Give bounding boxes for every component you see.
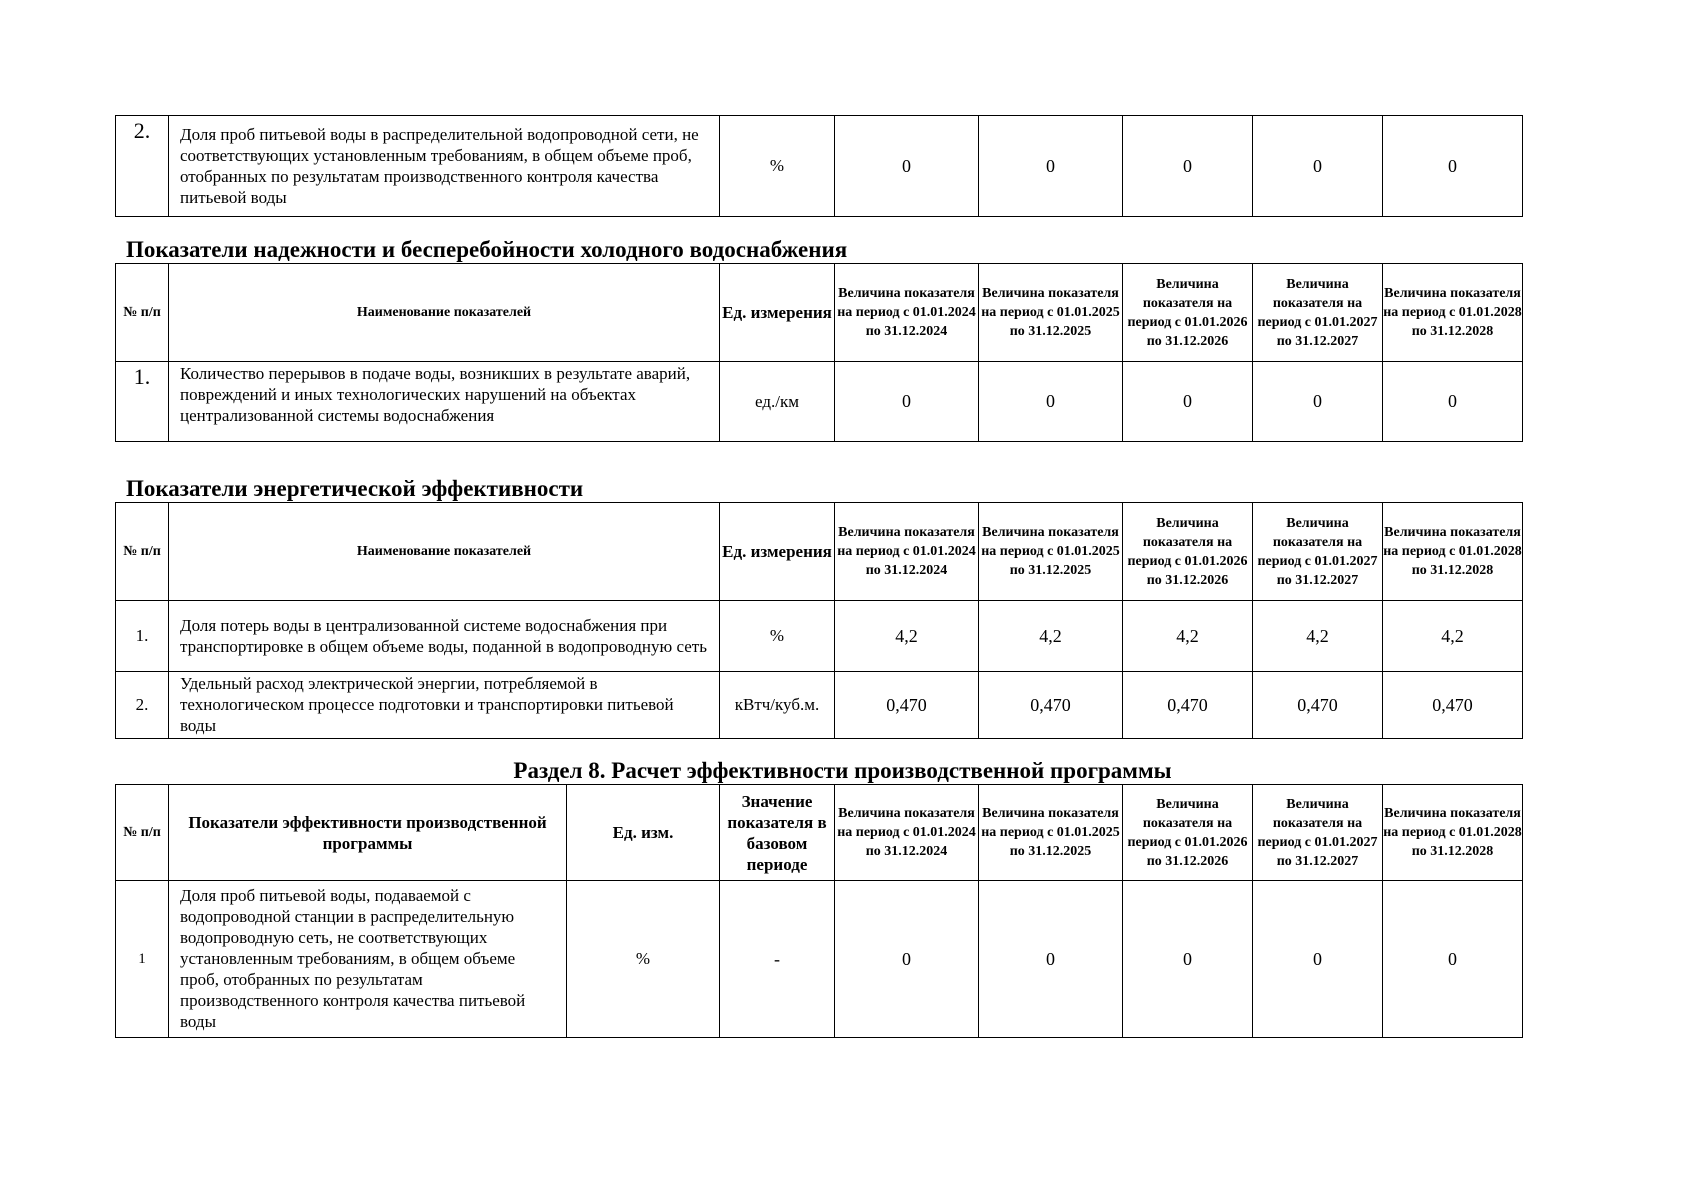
value-cell-2025: 0: [979, 881, 1123, 1038]
section8-table: [115, 784, 1523, 1038]
value-cell-2025: 0,470: [979, 672, 1123, 739]
section8-title: Раздел 8. Расчет эффективности производственной программы: [513, 758, 1172, 783]
table-header-row: [116, 503, 1523, 601]
table-row: [116, 881, 1523, 1038]
indicator-name: Количество перерывов в подаче воды, возникших в результате аварий, повреждений и иных технологических нарушений на объектах централизованной системы водоснабжения: [169, 362, 720, 442]
header-num: № п/п: [116, 264, 169, 362]
row-index: 1.: [116, 362, 169, 442]
energy-table: [115, 502, 1523, 739]
row-index: 1: [116, 881, 169, 1038]
header-base-period: Значение показателя в базовом периоде: [720, 785, 835, 881]
value-cell-2027: 0: [1253, 362, 1383, 442]
value-cell-2027: 4,2: [1253, 601, 1383, 672]
header-unit-short: Ед. изм.: [567, 785, 720, 881]
header-period-2028: Величина показателя на период с 01.01.2028 по 31.12.2028: [1383, 503, 1523, 601]
header-name: Наименование показателей: [169, 264, 720, 362]
unit-cell: %: [567, 881, 720, 1038]
value-cell-2026: 4,2: [1123, 601, 1253, 672]
table-row: [116, 672, 1523, 739]
header-period-2024: Величина показателя на период с 01.01.2024 по 31.12.2024: [835, 503, 979, 601]
header-num: № п/п: [116, 785, 169, 881]
header-period-2027: Величина показателя на период с 01.01.2027 по 31.12.2027: [1253, 503, 1383, 601]
header-period-2028: Величина показателя на период с 01.01.2028 по 31.12.2028: [1383, 264, 1523, 362]
value-cell-2024: 0,470: [835, 672, 979, 739]
header-unit: Ед. измерения: [720, 264, 835, 362]
header-name: Наименование показателей: [169, 503, 720, 601]
indicator-name: Доля проб питьевой воды, подаваемой с водопроводной станции в распределительную водопроводную сеть, не соответствующих установленным требованиям, в общем объеме проб, отобранных по результатам производственного контроля качества питьевой воды: [169, 881, 567, 1038]
value-cell-2028: 0: [1383, 881, 1523, 1038]
table-row: [116, 116, 1523, 217]
indicator-name: Удельный расход электрической энергии, потребляемой в технологическом процессе подготовки и транспортировки питьевой воды: [169, 672, 720, 739]
unit-cell: %: [720, 116, 835, 217]
unit-cell: ед./км: [720, 362, 835, 442]
value-cell-2024: 0: [835, 881, 979, 1038]
value-cell-2028: 0: [1383, 362, 1523, 442]
indicator-name: Доля проб питьевой воды в распределительной водопроводной сети, не соответствующих установленным требованиям, в общем объеме проб, отобранных по результатам производственного контроля качества питьевой воды: [169, 116, 720, 217]
value-cell-2027: 0,470: [1253, 672, 1383, 739]
value-cell-2027: 0: [1253, 881, 1383, 1038]
value-cell-2026: 0,470: [1123, 672, 1253, 739]
row-index: 2.: [116, 672, 169, 739]
value-cell-2028: 0,470: [1383, 672, 1523, 739]
header-unit: Ед. измерения: [720, 503, 835, 601]
reliability-table: [115, 263, 1523, 442]
table-row: [116, 601, 1523, 672]
header-period-2025: Величина показателя на период с 01.01.2025 по 31.12.2025: [979, 785, 1123, 881]
header-period-2027: Величина показателя на период с 01.01.2027 по 31.12.2027: [1253, 785, 1383, 881]
row-index: 2.: [116, 116, 169, 217]
row-index: 1.: [116, 601, 169, 672]
value-cell-2026: 0: [1123, 362, 1253, 442]
unit-cell: %: [720, 601, 835, 672]
base-value-cell: -: [720, 881, 835, 1038]
value-cell-2025: 4,2: [979, 601, 1123, 672]
reliability-section-title: Показатели надежности и бесперебойности холодного водоснабжения: [126, 237, 848, 262]
value-cell-2024: 4,2: [835, 601, 979, 672]
header-period-2024: Величина показателя на период с 01.01.2024 по 31.12.2024: [835, 785, 979, 881]
value-cell-2026: 0: [1123, 116, 1253, 217]
indicator-name: Доля потерь воды в централизованной системе водоснабжения при транспортировке в общем объеме воды, поданной в водопроводную сеть: [169, 601, 720, 672]
unit-cell: кВтч/куб.м.: [720, 672, 835, 739]
header-period-2026: Величина показателя на период с 01.01.2026 по 31.12.2026: [1123, 503, 1253, 601]
header-period-2028: Величина показателя на период с 01.01.2028 по 31.12.2028: [1383, 785, 1523, 881]
header-period-2026: Величина показателя на период с 01.01.2026 по 31.12.2026: [1123, 264, 1253, 362]
value-cell-2025: 0: [979, 362, 1123, 442]
header-num: № п/п: [116, 503, 169, 601]
header-period-2027: Величина показателя на период с 01.01.2027 по 31.12.2027: [1253, 264, 1383, 362]
value-cell-2027: 0: [1253, 116, 1383, 217]
energy-section-title: Показатели энергетической эффективности: [126, 476, 584, 501]
value-cell-2028: 4,2: [1383, 601, 1523, 672]
quality-table-continuation: [115, 115, 1523, 217]
header-period-2025: Величина показателя на период с 01.01.2025 по 31.12.2025: [979, 503, 1123, 601]
table-row: [116, 362, 1523, 442]
value-cell-2024: 0: [835, 362, 979, 442]
value-cell-2025: 0: [979, 116, 1123, 217]
table-header-row: [116, 785, 1523, 881]
table-header-row: [116, 264, 1523, 362]
header-period-2024: Величина показателя на период с 01.01.2024 по 31.12.2024: [835, 264, 979, 362]
header-efficiency-name: Показатели эффективности производственной программы: [169, 785, 567, 881]
header-period-2025: Величина показателя на период с 01.01.2025 по 31.12.2025: [979, 264, 1123, 362]
value-cell-2028: 0: [1383, 116, 1523, 217]
value-cell-2026: 0: [1123, 881, 1253, 1038]
header-period-2026: Величина показателя на период с 01.01.2026 по 31.12.2026: [1123, 785, 1253, 881]
value-cell-2024: 0: [835, 116, 979, 217]
